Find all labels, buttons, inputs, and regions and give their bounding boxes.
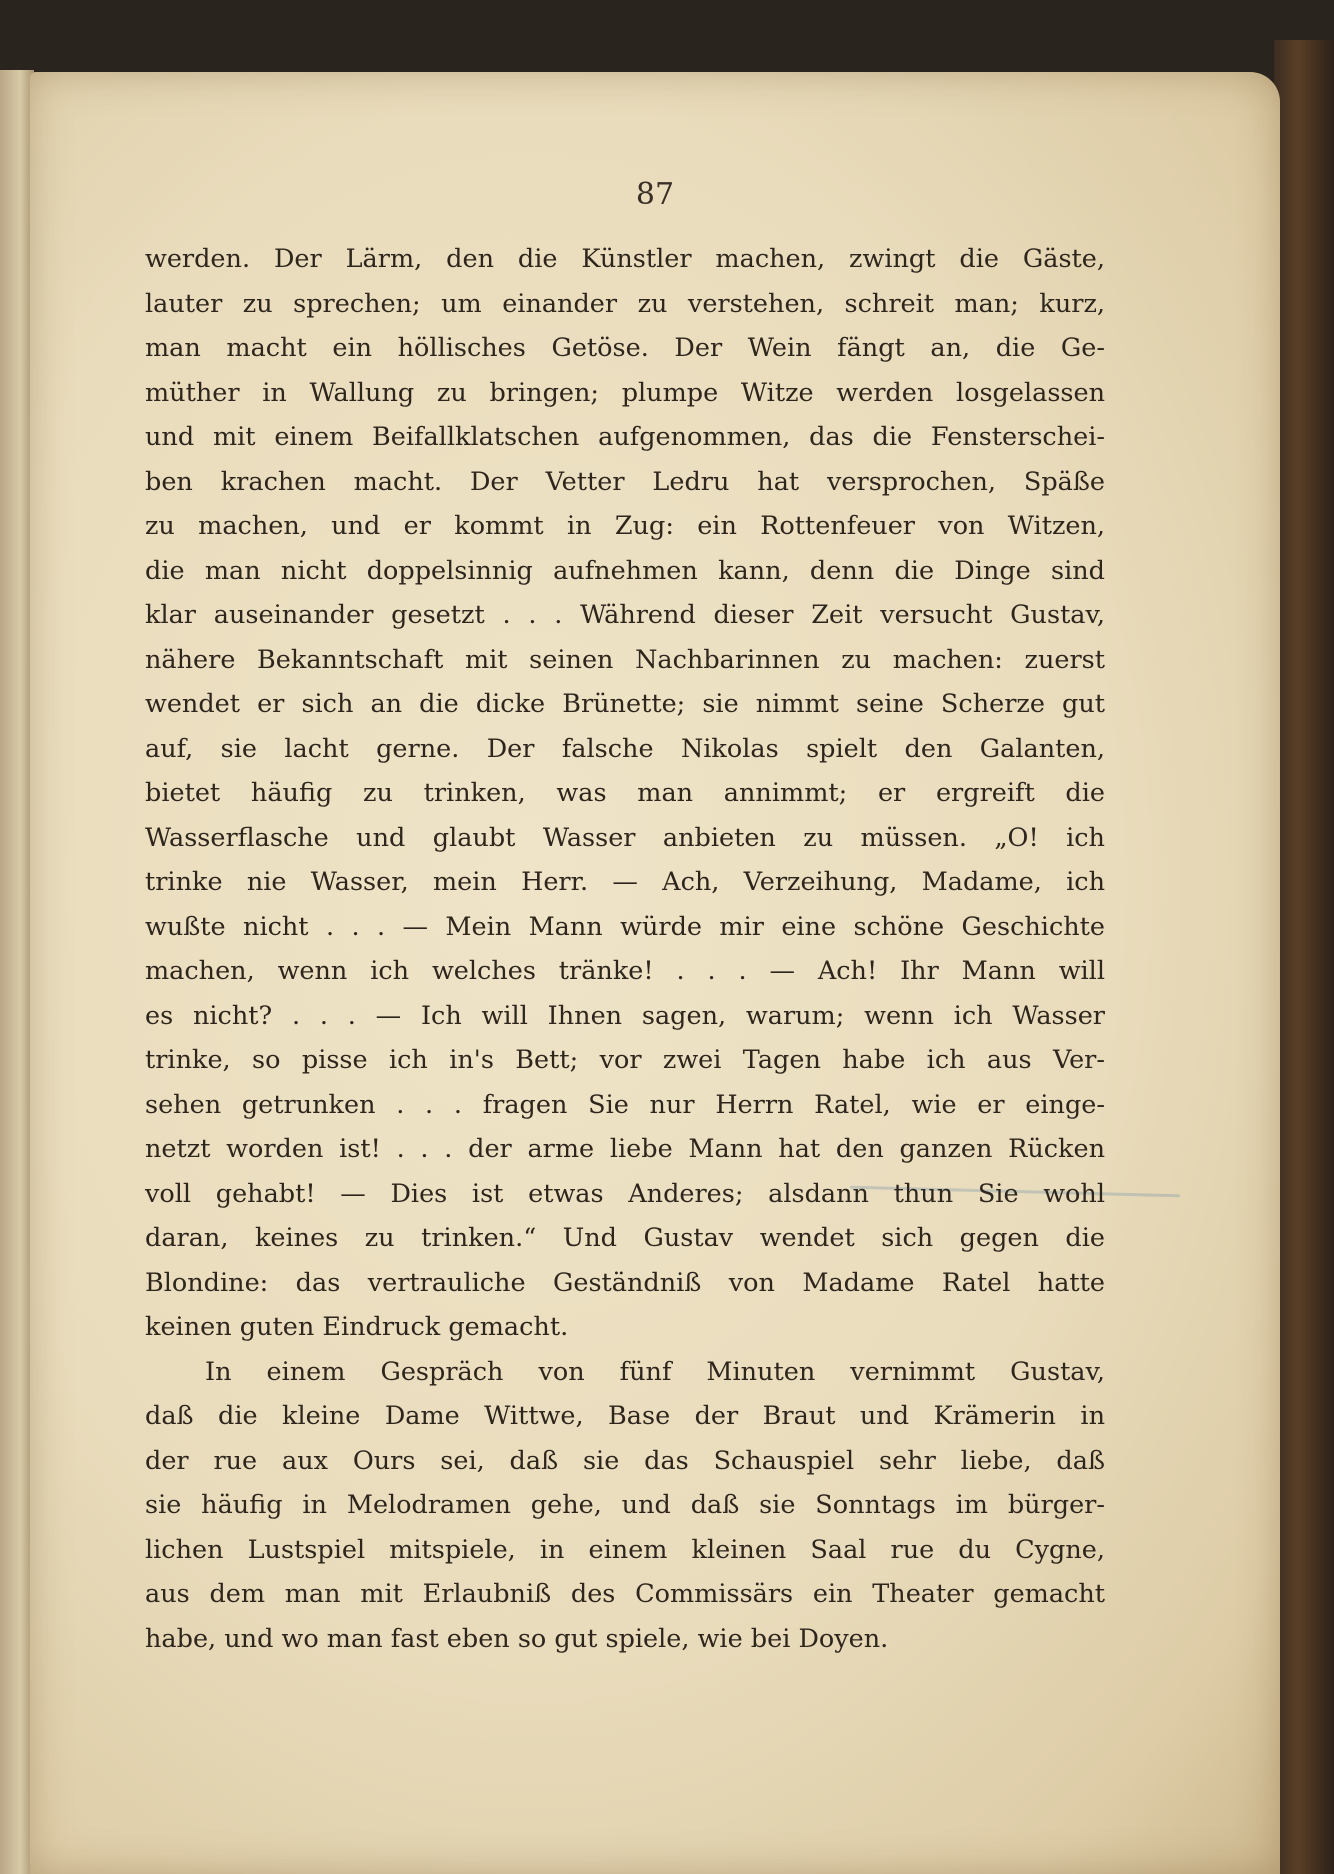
left-page-edge bbox=[0, 70, 34, 1874]
text-line: Wasserflasche und glaubt Wasser anbieten zu müssen. „O! ich bbox=[145, 822, 1105, 853]
text-line: voll gehabt! — Dies ist etwas Anderes; alsdann thun Sie wohl bbox=[145, 1178, 1105, 1209]
text-line: und mit einem Beifallklatschen aufgenommen, das die Fensterschei- bbox=[145, 422, 1105, 452]
paragraph-2 bbox=[145, 1350, 1105, 1662]
text-line: lichen Lustspiel mitspiele, in einem kleinen Saal rue du Cygne, bbox=[145, 1534, 1105, 1565]
text-line: es nicht? . . . — Ich will Ihnen sagen, warum; wenn ich Wasser bbox=[145, 1000, 1105, 1031]
text-line: machen, wenn ich welches tränke! . . . — Ach! Ihr Mann will bbox=[145, 956, 1105, 986]
text-line: trinke nie Wasser, mein Herr. — Ach, Verzeihung, Madame, ich bbox=[145, 867, 1105, 897]
text-line: daß die kleine Dame Wittwe, Base der Braut und Krämerin in bbox=[145, 1401, 1105, 1431]
book-page bbox=[30, 72, 1280, 1874]
text-line: habe, und wo man fast eben so gut spiele, wie bei Doyen. bbox=[145, 1623, 889, 1654]
text-line: Blondine: das vertrauliche Geständniß von Madame Ratel hatte bbox=[145, 1267, 1105, 1298]
book-cover-edge bbox=[1274, 40, 1334, 1874]
page-number: 87 bbox=[635, 177, 675, 212]
text-line: klar auseinander gesetzt . . . Während dieser Zeit versucht Gustav, bbox=[145, 600, 1105, 630]
text-line: sehen getrunken . . . fragen Sie nur Herrn Ratel, wie er einge- bbox=[145, 1089, 1105, 1120]
text-line: sie häufig in Melodramen gehe, und daß sie Sonntags im bürger- bbox=[145, 1490, 1105, 1520]
text-line: werden. Der Lärm, den die Künstler machen, zwingt die Gäste, bbox=[145, 244, 1105, 274]
text-line: lauter zu sprechen; um einander zu verstehen, schreit man; kurz, bbox=[145, 288, 1105, 319]
text-line: In einem Gespräch von fünf Minuten vernimmt Gustav, bbox=[205, 1356, 1105, 1387]
text-line: zu machen, und er kommt in Zug: ein Rottenfeuer von Witzen, bbox=[145, 511, 1105, 541]
text-line: wußte nicht . . . — Mein Mann würde mir eine schöne Geschichte bbox=[145, 911, 1105, 942]
text-line: nähere Bekanntschaft mit seinen Nachbarinnen zu machen: zuerst bbox=[145, 644, 1105, 675]
text-line: müther in Wallung zu bringen; plumpe Witze werden losgelassen bbox=[145, 377, 1105, 408]
text-line: auf, sie lacht gerne. Der falsche Nikolas spielt den Galanten, bbox=[145, 733, 1105, 764]
text-line: netzt worden ist! . . . der arme liebe Mann hat den ganzen Rücken bbox=[145, 1134, 1105, 1164]
text-line: man macht ein höllisches Getöse. Der Wein fängt an, die Ge- bbox=[145, 333, 1105, 363]
paragraph-1 bbox=[145, 237, 1105, 1350]
text-line: der rue aux Ours sei, daß sie das Schauspiel sehr liebe, daß bbox=[145, 1445, 1105, 1476]
text-line: die man nicht doppelsinnig aufnehmen kann, denn die Dinge sind bbox=[145, 555, 1105, 586]
text-line: aus dem man mit Erlaubniß des Commissärs ein Theater gemacht bbox=[145, 1579, 1105, 1609]
text-line: trinke, so pisse ich in's Bett; vor zwei Tagen habe ich aus Ver- bbox=[145, 1045, 1105, 1075]
text-line: ben krachen macht. Der Vetter Ledru hat versprochen, Späße bbox=[145, 466, 1105, 497]
page-text bbox=[145, 237, 1105, 1661]
text-line: wendet er sich an die dicke Brünette; sie nimmt seine Scherze gut bbox=[145, 689, 1105, 719]
text-line: daran, keines zu trinken.“ Und Gustav wendet sich gegen die bbox=[145, 1223, 1105, 1253]
text-line: bietet häufig zu trinken, was man annimmt; er ergreift die bbox=[145, 778, 1105, 808]
text-line: keinen guten Eindruck gemacht. bbox=[145, 1312, 569, 1342]
